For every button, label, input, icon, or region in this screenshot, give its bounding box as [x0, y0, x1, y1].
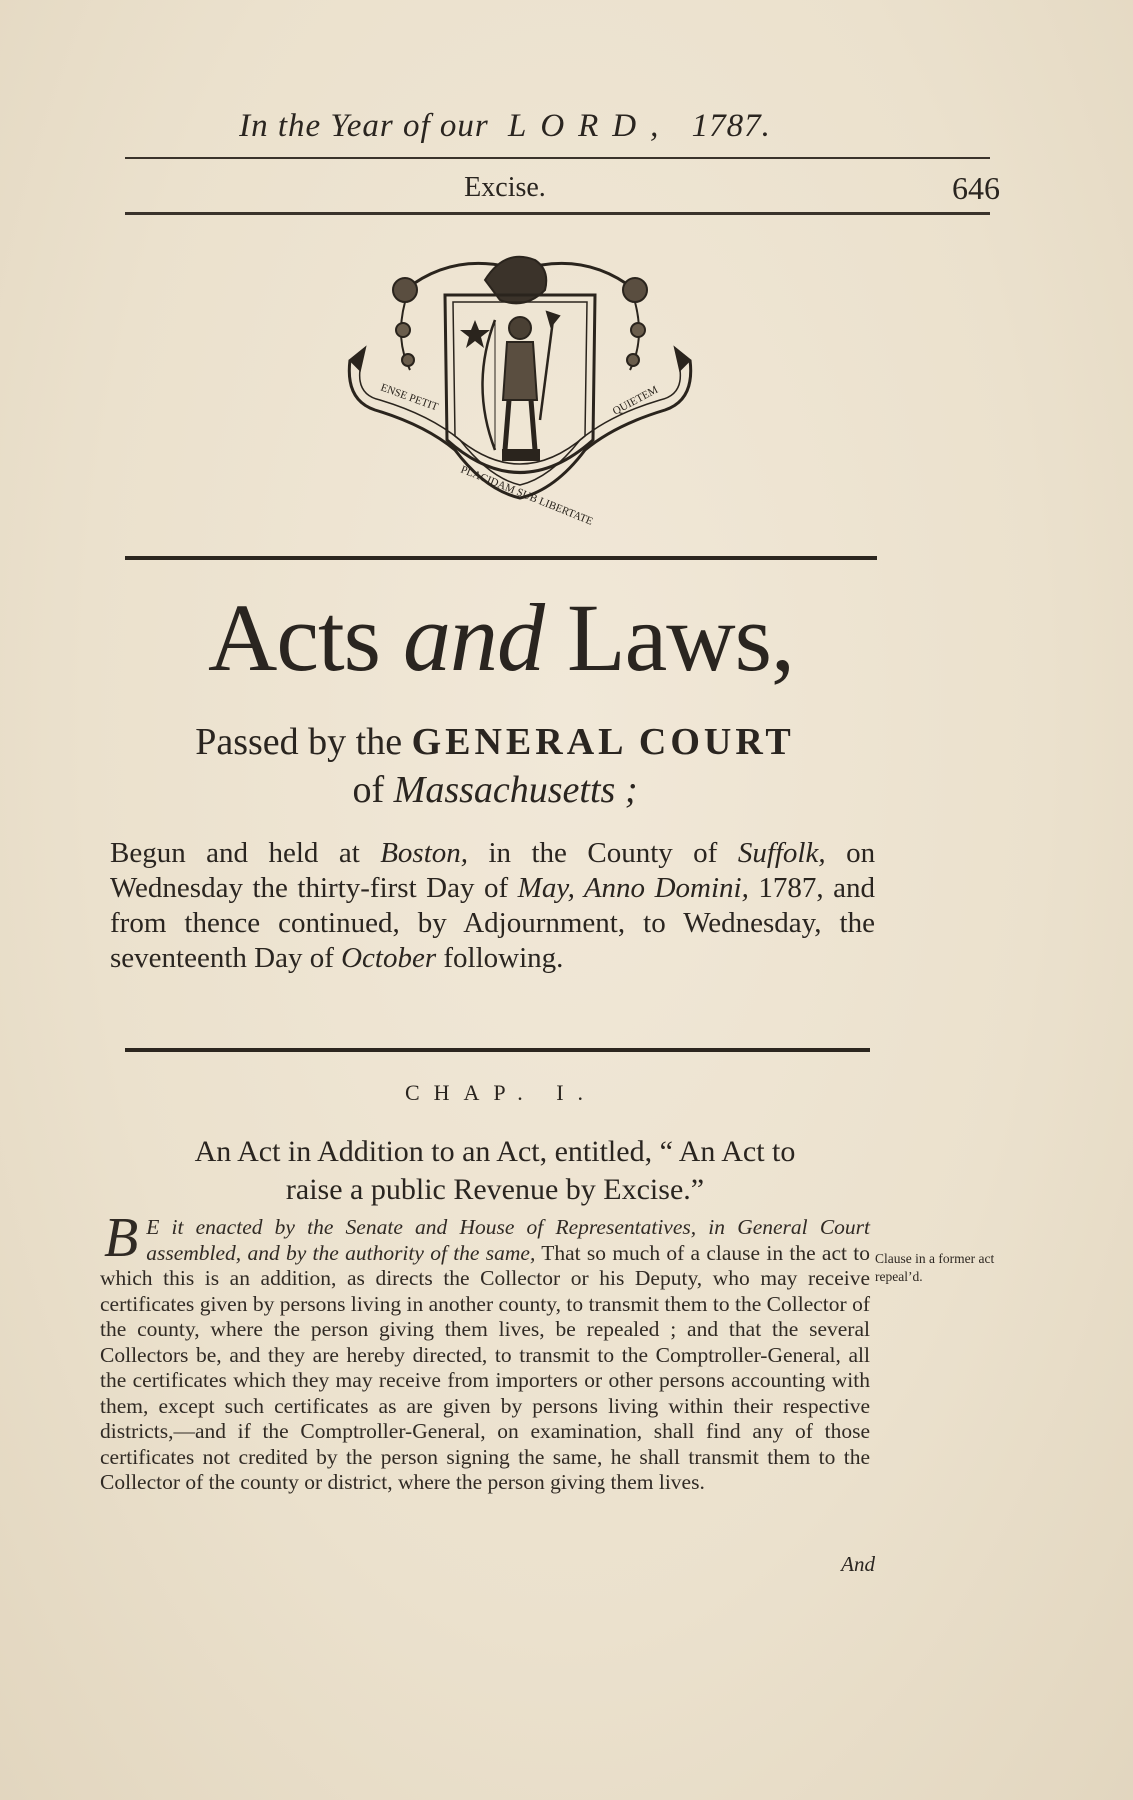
session-suffolk: Suffolk, — [737, 837, 826, 869]
main-title-word3: Laws, — [567, 584, 794, 691]
margin-note: Clause in a former act repeal’d. — [875, 1251, 995, 1284]
subtitle-of: of — [352, 769, 385, 811]
session-text-2: in the County of — [488, 837, 718, 869]
act-body — [100, 1207, 870, 1496]
page-number: 646 — [952, 170, 1000, 206]
act-title — [110, 1133, 880, 1209]
act-title-line2: raise a public Revenue by Excise.” — [285, 1173, 705, 1206]
main-title — [125, 584, 877, 691]
running-head-lord: LORD, — [507, 108, 673, 144]
subtitle-general-court: GENERAL COURT — [411, 721, 795, 763]
subtitle-massachusetts: Massachusetts ; — [393, 769, 638, 811]
session-text-1: Begun and held at — [110, 837, 360, 869]
main-title-word1: Acts — [208, 584, 381, 691]
seal-motto-right: QUIETEM — [610, 383, 661, 418]
drop-cap: B — [104, 1207, 139, 1269]
subtitle-line1 — [110, 718, 880, 766]
session-may: May, Anno Domini, — [517, 872, 749, 904]
header-rule-top — [125, 157, 990, 159]
subtitle-prefix: Passed by the — [195, 721, 403, 763]
seal-motto-left: ENSE PETIT — [378, 381, 440, 414]
chapter-heading: CHAP. I. — [404, 1080, 598, 1105]
massachusetts-seal-icon — [335, 250, 705, 540]
rule-above-title — [125, 556, 877, 560]
session-text-5: following. — [443, 942, 564, 974]
session-text-4: 1787, and from thence continued, by Adjournment, to Wednesday, the seventeenth Day of — [110, 872, 876, 974]
seal-motto-center: PLACIDAM SUB LIBERTATE — [458, 463, 595, 528]
header-rule-bottom — [125, 212, 990, 215]
session-paragraph — [110, 836, 875, 976]
session-october: October — [341, 942, 437, 974]
section-label: Excise. — [464, 172, 546, 203]
session-text-3: on Wednesday the thirty-first Day of — [110, 837, 876, 904]
act-body-text: That so much of a clause in the act to which this is an addition, as directs the Collector or his Deputy, who may receive certificates given by persons living in another county, to transmit them to the Collector of the county, where the person giving them lives, be repealed ; and that the several Collectors be, and they are hereby directed, to transmit to the Comptroller-General, all the certificates which they may receive from importers or other persons accounting with them, except such certificates as are given by persons living within their respective districts,—and if the Comptroller-General, on examination, shall find any of those certificates not credited by the person signing the same, he shall transmit them to the Collector of the county or district, where the person giving them lives. — [100, 1240, 870, 1494]
subtitle — [110, 718, 880, 814]
rule-above-chapter — [125, 1048, 870, 1052]
running-head — [125, 108, 885, 145]
enacting-clause: E it enacted by the Senate and House of Representatives, in General Court assembled, and by the authority of the same, — [146, 1215, 870, 1265]
act-title-line1: An Act in Addition to an Act, entitled, “ An Act to — [194, 1135, 796, 1168]
session-boston: Boston, — [380, 837, 469, 869]
running-head-prefix: In the Year of our — [239, 108, 489, 144]
subtitle-line2 — [110, 766, 880, 814]
catchword: And — [841, 1552, 875, 1576]
running-head-year: 1787. — [691, 108, 771, 144]
main-title-word2: and — [403, 584, 545, 691]
